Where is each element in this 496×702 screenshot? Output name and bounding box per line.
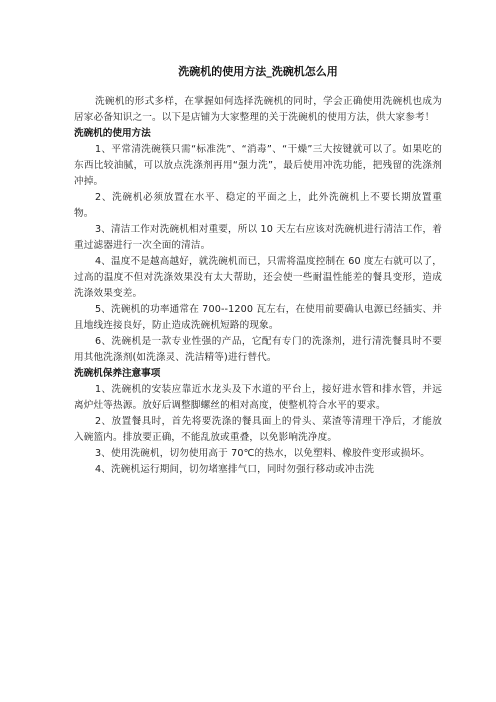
maintenance-item: 4、洗碗机运行期间，切勿堵塞排气口，同时勿强行移动或冲击洗 xyxy=(95,464,375,475)
section-heading-usage: 洗碗机的使用方法 xyxy=(74,128,151,139)
intro-paragraph: 洗碗机的形式多样，在掌握如何选择洗碗机的同时，学会正确使用洗碗机也成为居家必备知识之一。以下是店铺为大家整理的关于洗碗机的使用方法，供大家参考！ xyxy=(74,96,442,123)
usage-item: 4、温度不是越高越好，就洗碗机而已，只需将温度控制在 60 度左右就可以了，过高的温度不但对洗涤效果没有太大帮助，还会使一些耐温性能差的餐具变形，造成洗涤效果变差。 xyxy=(74,256,442,299)
document-title: 洗碗机的使用方法_洗碗机怎么用 xyxy=(178,65,338,78)
maintenance-item: 3、使用洗碗机，切勿使用高于 70℃的热水，以免塑料、橡胶件变形或损坏。 xyxy=(95,448,430,459)
maintenance-item: 2、放置餐具时，首先将要洗涤的餐具面上的骨头、菜渣等清理干净后，才能放入碗篮内。排放要正确，不能乱放或重叠，以免影响洗净度。 xyxy=(74,416,442,443)
usage-item: 1、平常清洗碗筷只需“标准洗”、“消毒”、“干燥”三大按键就可以了。如果吃的东西比较油腻，可以放点洗涤剂再用“强力洗”，最后使用冲洗功能，把残留的洗涤剂冲掉。 xyxy=(74,144,442,187)
usage-item: 2、洗碗机必须放置在水平、稳定的平面之上，此外洗碗机上不要长期放置重物。 xyxy=(74,192,442,219)
usage-item: 6、洗碗机是一款专业性强的产品，它配有专门的洗涤剂，进行清洗餐具时不要用其他洗涤剂(如洗涤灵、洗洁精等)进行替代。 xyxy=(74,336,442,363)
section-heading-maintenance: 洗碗机保养注意事项 xyxy=(74,368,161,379)
usage-item: 3、清洁工作对洗碗机相对重要，所以 10 天左右应该对洗碗机进行清洁工作，着重过滤器进行一次全面的清洁。 xyxy=(74,224,442,251)
maintenance-item: 1、洗碗机的安装应靠近水龙头及下水道的平台上，接好进水管和排水管，并远离炉灶等热源。放好后调整脚螺丝的相对高度，使整机符合水平的要求。 xyxy=(74,384,442,411)
usage-item: 5、洗碗机的功率通常在 700--1200 瓦左右，在使用前要确认电源已经插实、并且地线连接良好，防止造成洗碗机短路的现象。 xyxy=(74,304,442,331)
